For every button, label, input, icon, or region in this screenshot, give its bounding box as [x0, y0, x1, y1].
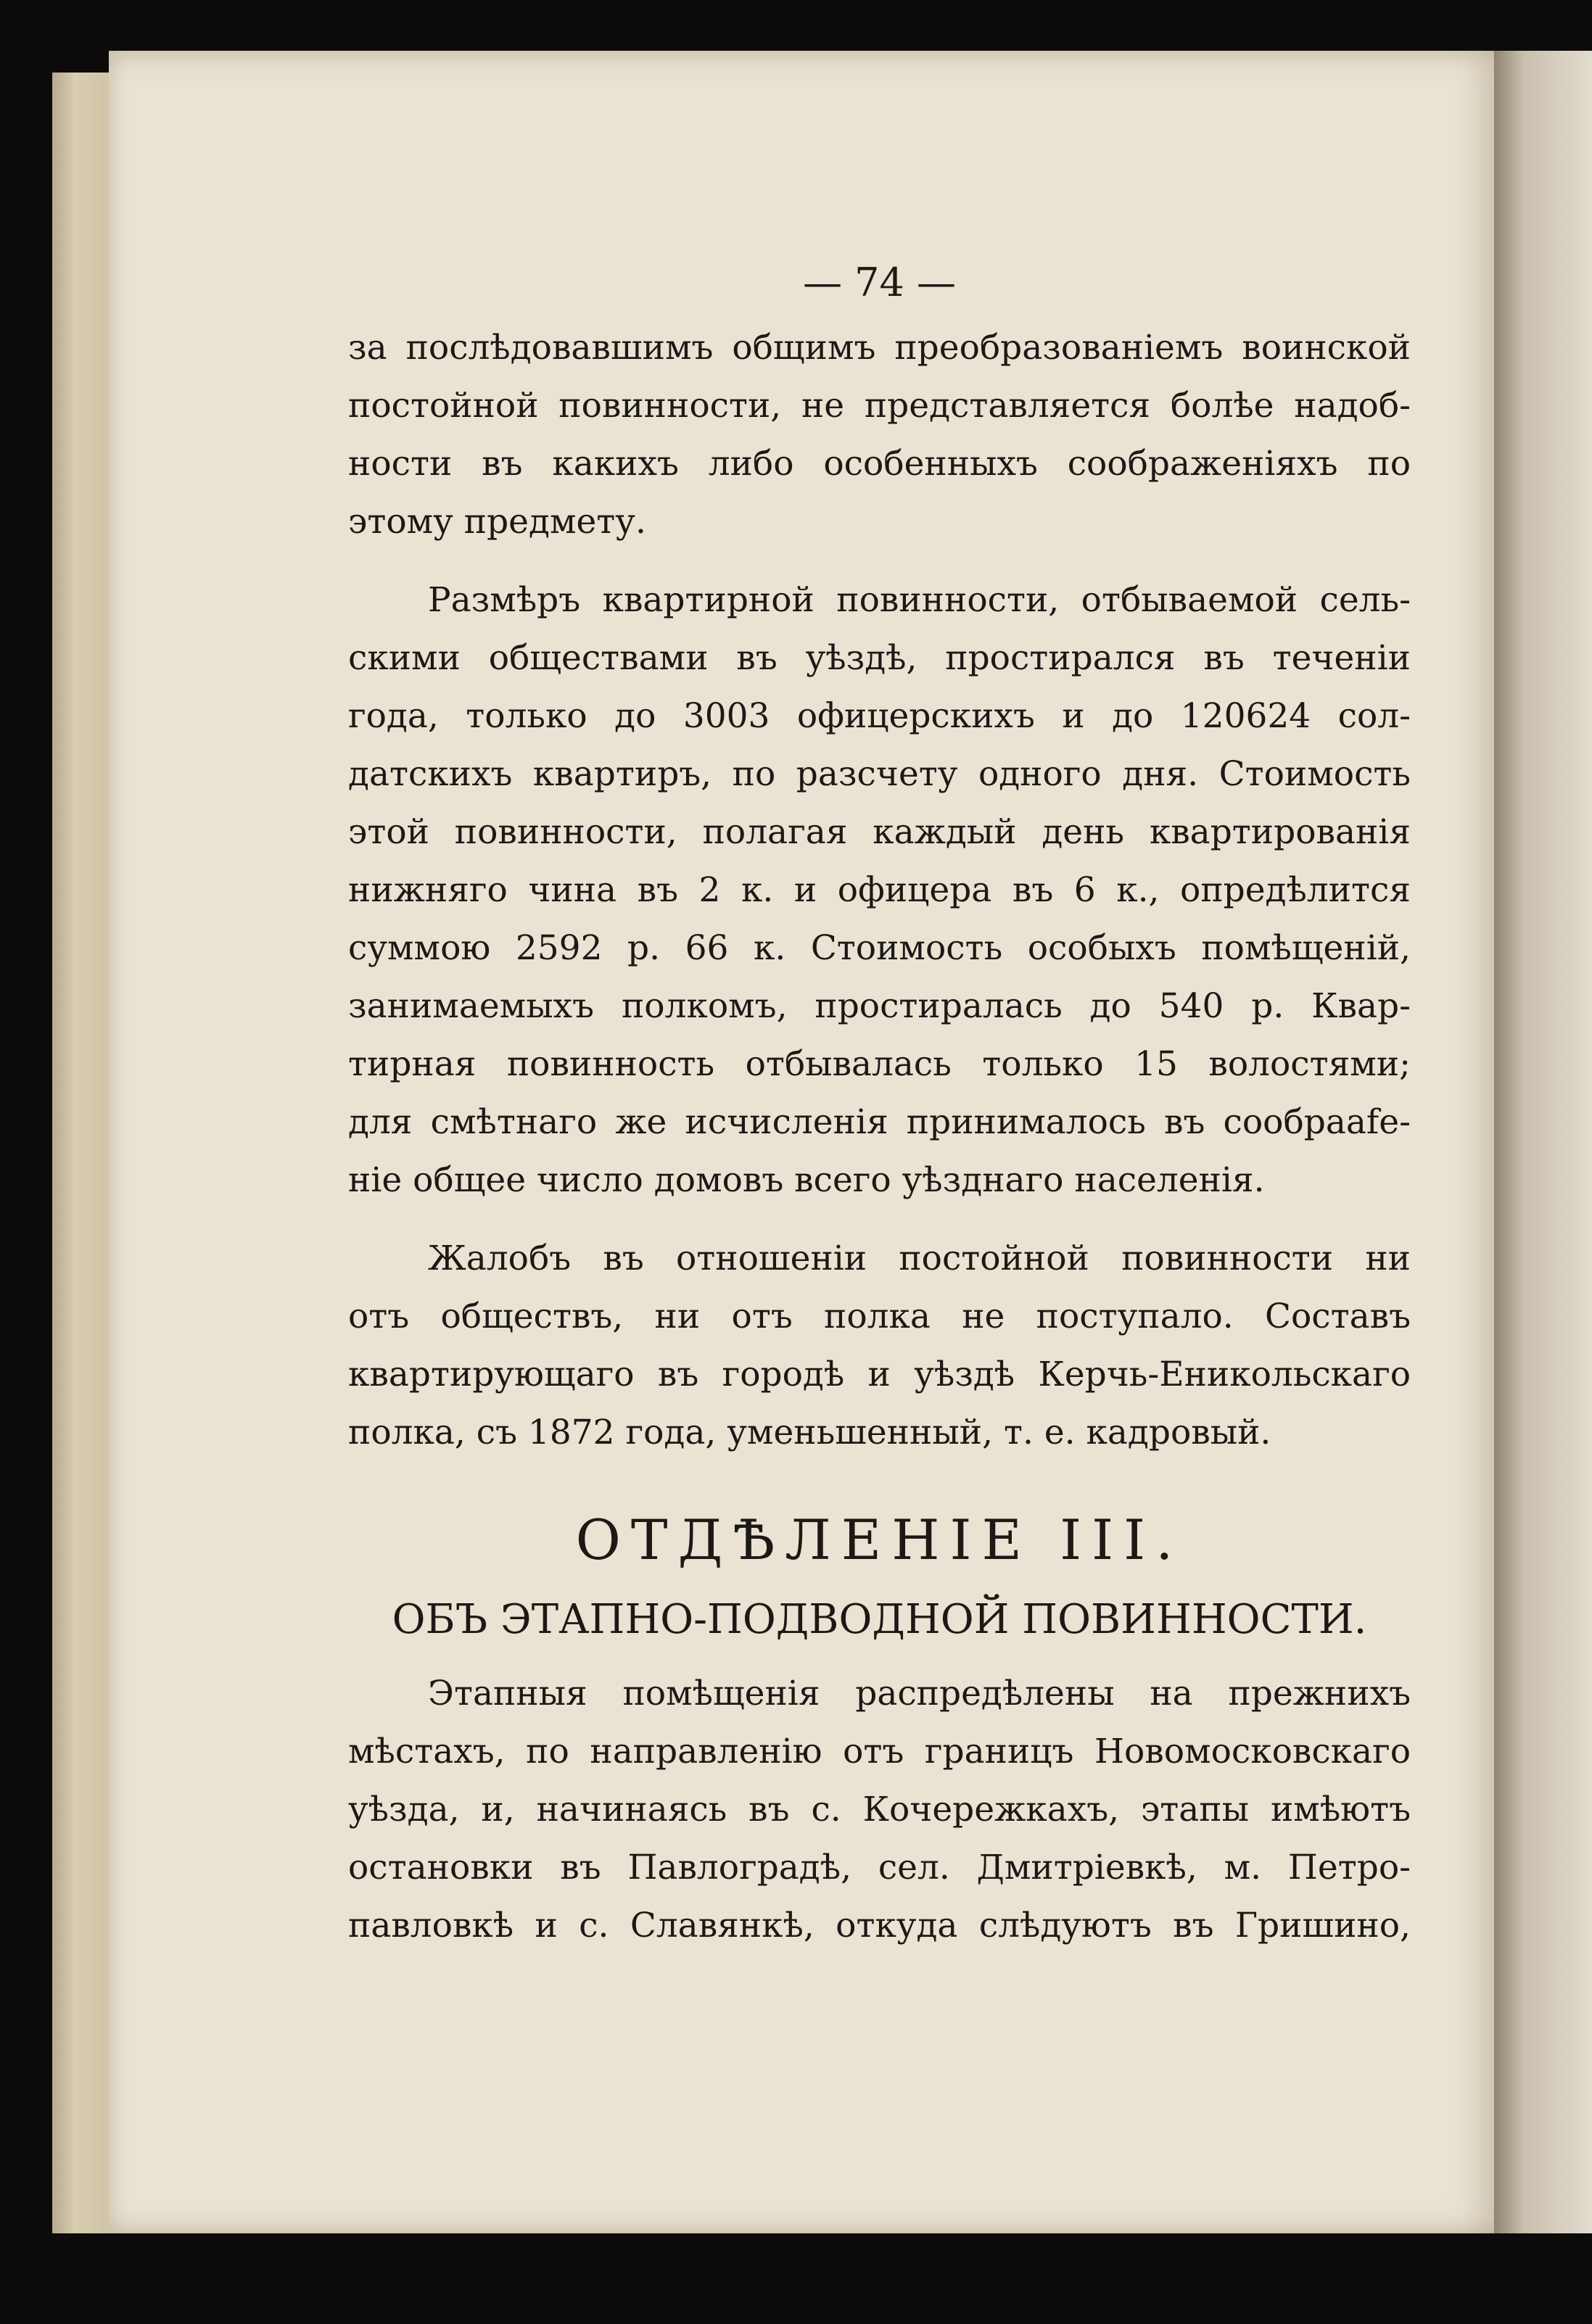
paragraph-2 [348, 571, 1411, 1209]
text-line: квартирующаго въ городѣ и уѣздѣ Керчь-Еникольскаго [348, 1355, 1411, 1394]
text-line: уѣзда, и, начинаясь въ с. Кочережкахъ, этапы имѣютъ [348, 1790, 1411, 1829]
text-line: года, только до 3003 офицерскихъ и до 120624 сол- [348, 696, 1411, 736]
text-line: павловкѣ и с. Славянкѣ, откуда слѣдуютъ въ Гришино, [348, 1906, 1411, 1945]
section-subtitle: ОБЪ ЭТАПНО-ПОДВОДНОЙ ПОВИННОСТИ. [392, 1596, 1367, 1643]
facing-page-edge [1494, 51, 1592, 2233]
text-line: постойной повинности, не представляется болѣе надоб- [348, 386, 1411, 426]
text-line: для смѣтнаго же исчисленія принималось въ сообраafе- [348, 1102, 1411, 1142]
paragraph-1 [348, 319, 1411, 551]
paragraph-3 [348, 1230, 1411, 1462]
text-line: мѣстахъ, по направленію отъ границъ Новомосковскаго [348, 1732, 1411, 1771]
text-line: ности въ какихъ либо особенныхъ соображеніяхъ по [348, 444, 1411, 484]
paragraph-4 [348, 1665, 1411, 1955]
text-line: Размѣръ квартирной повинности, отбываемой сель- [428, 580, 1411, 620]
book-edge-left [52, 73, 117, 2233]
page-number: — 74 — [802, 260, 957, 305]
text-line: датскихъ квартиръ, по разсчету одного дня. Стоимость [348, 754, 1411, 794]
page-content [348, 254, 1411, 1975]
text-line: отъ обществъ, ни отъ полка не поступало. Составъ [348, 1297, 1411, 1336]
text-line: этому предмету. [348, 502, 646, 542]
text-line: за послѣдовавшимъ общимъ преобразованіемъ воинской [348, 328, 1411, 368]
section-title: ОТДѢЛЕНІЕ III. [575, 1508, 1184, 1572]
text-line: остановки въ Павлоградѣ, сел. Дмитріевкѣ, м. Петро- [348, 1848, 1411, 1887]
text-line: Жалобъ въ отношеніи постойной повинности ни [428, 1238, 1411, 1278]
text-line: ніе общее число домовъ всего уѣзднаго населенія. [348, 1160, 1265, 1200]
text-line: занимаемыхъ полкомъ, простиралась до 540 р. Квар- [348, 986, 1411, 1026]
text-line: этой повинности, полагая каждый день квартированія [348, 812, 1411, 852]
text-line: тирная повинность отбывалась только 15 волостями; [348, 1044, 1411, 1084]
text-line: нижняго чина въ 2 к. и офицера въ 6 к., опредѣлится [348, 870, 1411, 910]
text-line: суммою 2592 р. 66 к. Стоимость особыхъ помѣщеній, [348, 928, 1411, 968]
text-line: скими обществами въ уѣздѣ, простирался въ теченіи [348, 638, 1411, 678]
text-line: Этапныя помѣщенія распредѣлены на прежнихъ [428, 1674, 1411, 1713]
text-line: полка, съ 1872 года, уменьшенный, т. е. кадровый. [348, 1413, 1271, 1452]
